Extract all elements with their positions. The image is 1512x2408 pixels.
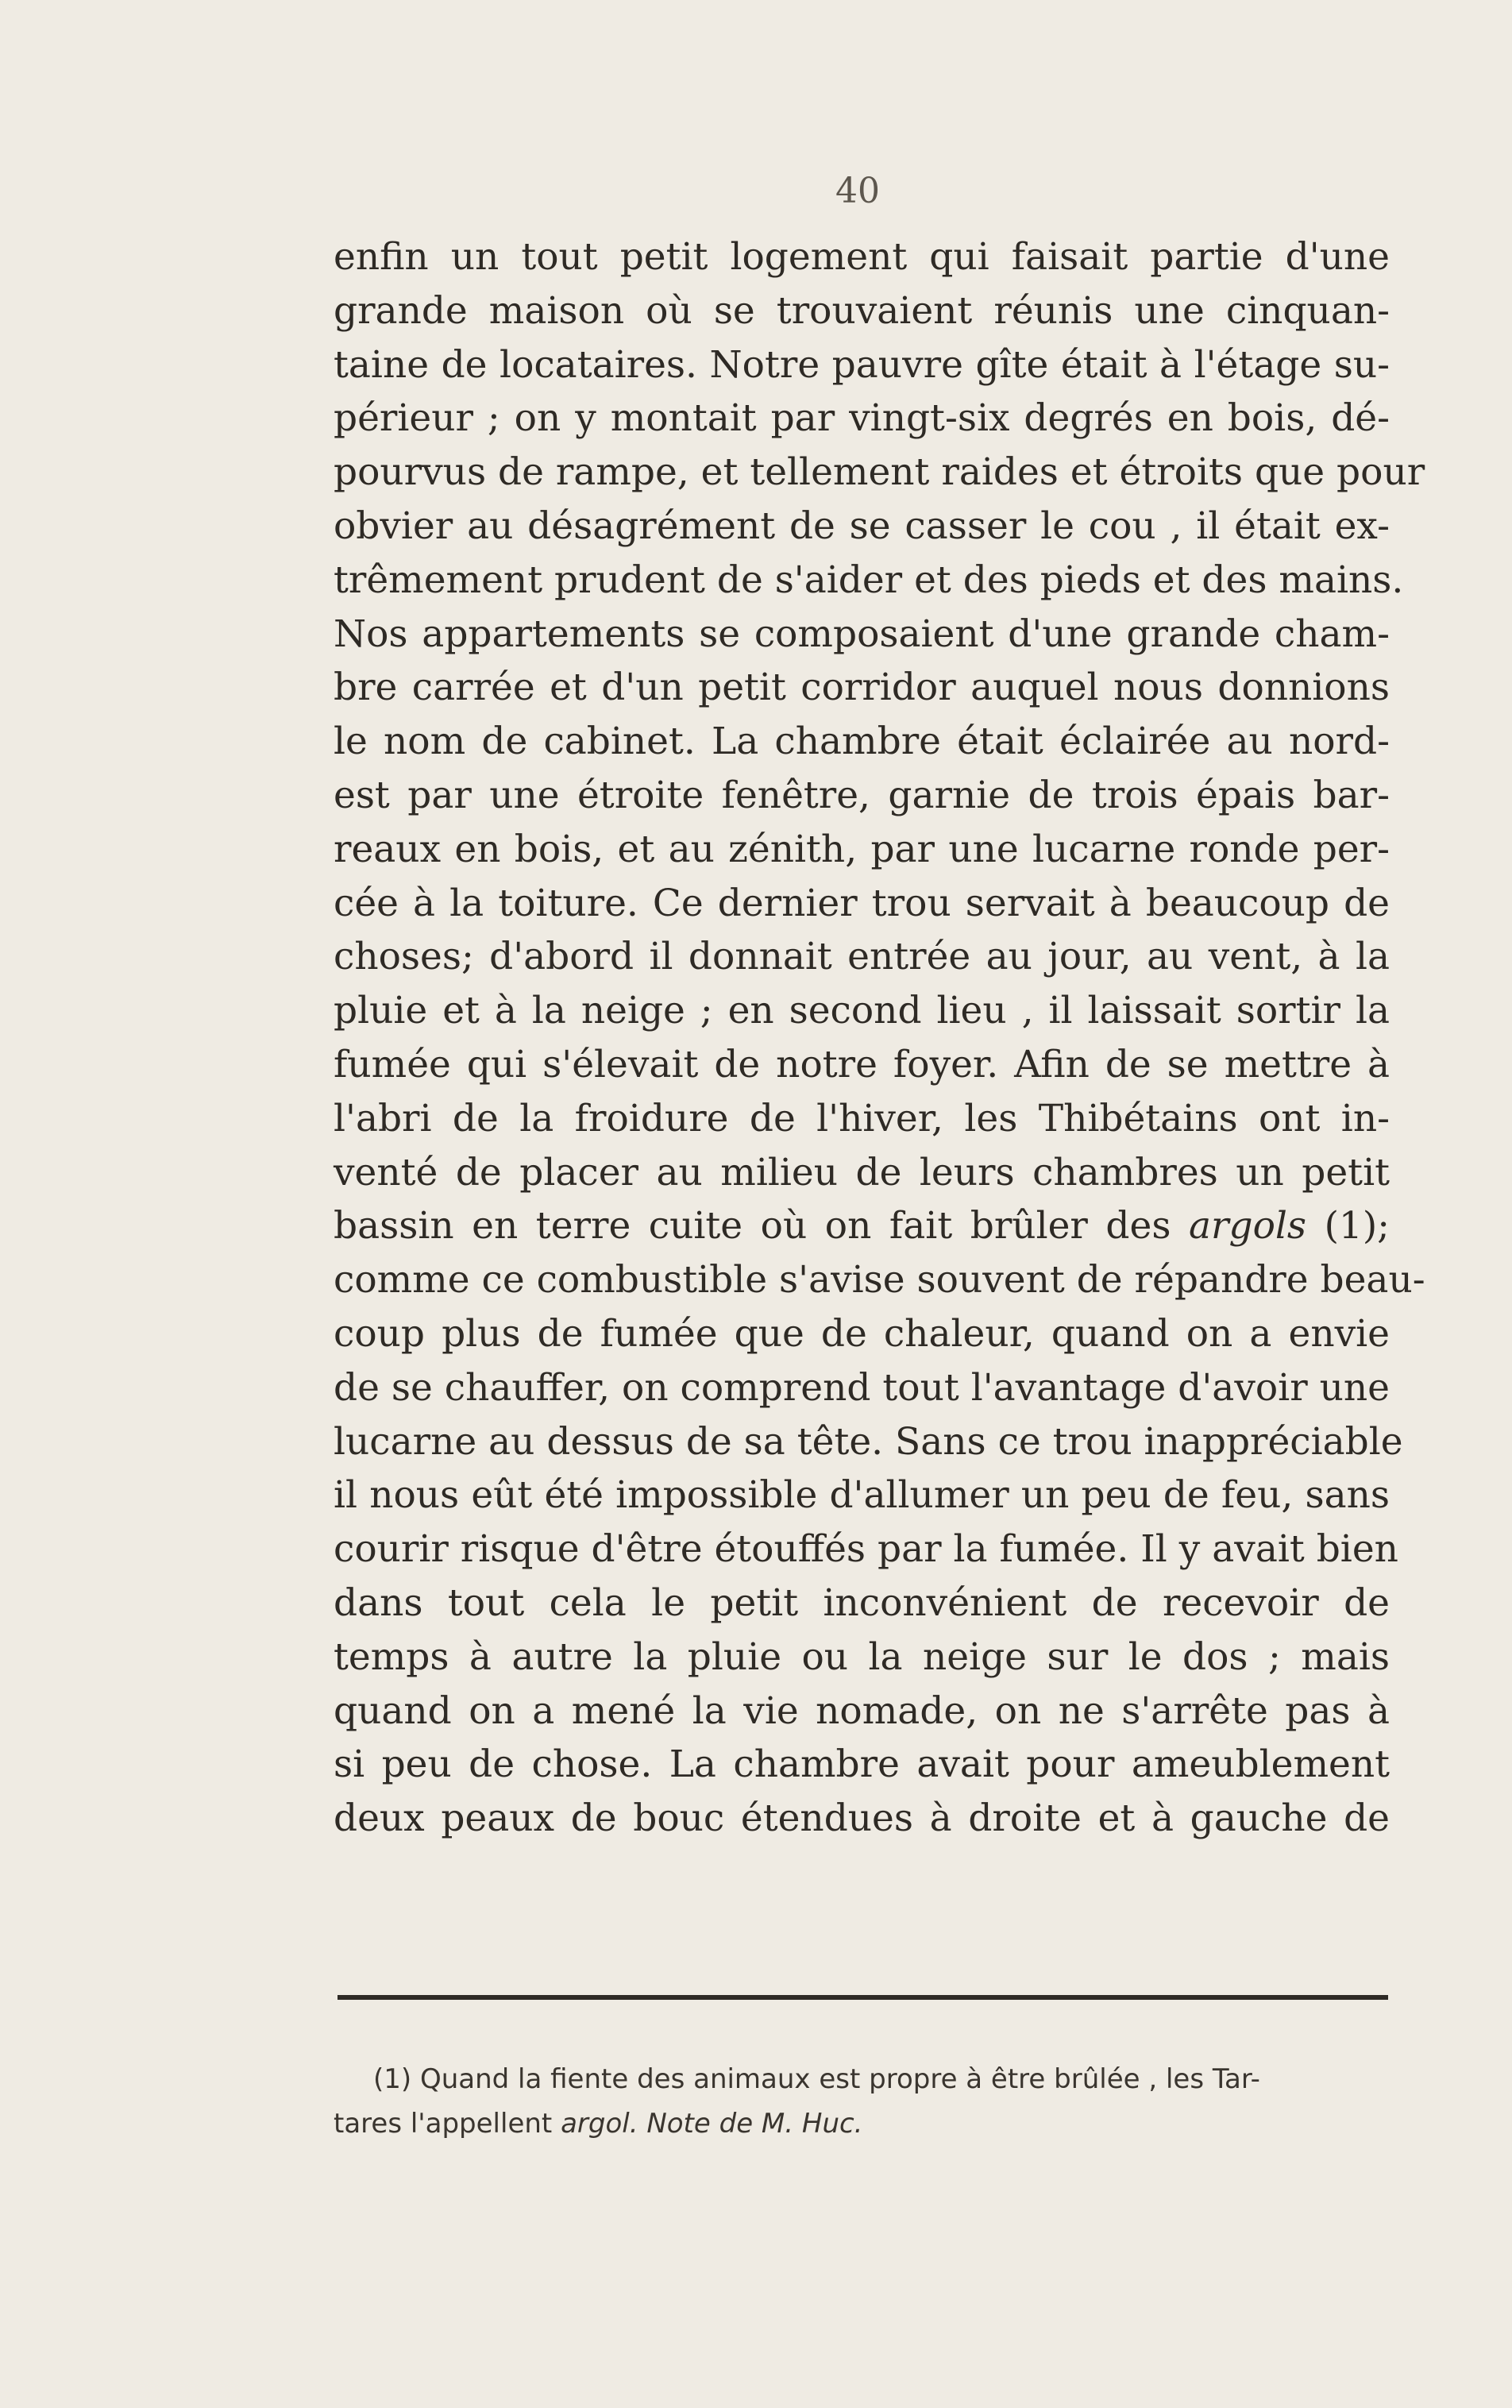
italic-term: argols bbox=[1189, 1204, 1307, 1248]
text-line: obvier au désagrément de se casser le cou , il était ex- bbox=[334, 504, 1390, 548]
footnote-line: (1) Quand la fiente des animaux est propre à être brûlée , les Tar- bbox=[373, 2063, 1260, 2095]
footnote-reference: (1); bbox=[1324, 1204, 1390, 1248]
text-segment: bassin en terre cuite où on fait brûler des bbox=[334, 1204, 1171, 1248]
text-line: comme ce combustible s'avise souvent de répandre beau- bbox=[334, 1258, 1425, 1302]
text-line: l'abri de la froidure de l'hiver, les Thibétains ont in- bbox=[334, 1096, 1390, 1140]
body-text bbox=[334, 230, 1425, 1846]
text-line: quand on a mené la vie nomade, on ne s'arrête pas à bbox=[334, 1688, 1390, 1733]
text-line: taine de locataires. Notre pauvre gîte était à l'étage su- bbox=[334, 342, 1390, 387]
text-line: cée à la toiture. Ce dernier trou servait à beaucoup de bbox=[334, 881, 1390, 925]
footnote-italic: argol. Note de M. Huc. bbox=[561, 2108, 863, 2140]
text-line: le nom de cabinet. La chambre était éclairée au nord- bbox=[334, 720, 1390, 764]
footnote-text: tares l'appellent bbox=[334, 2108, 553, 2140]
text-line: deux peaux de bouc étendues à droite et à gauche de bbox=[334, 1796, 1390, 1841]
text-line: il nous eût été impossible d'allumer un peu de feu, sans bbox=[334, 1473, 1390, 1518]
footnote-divider bbox=[338, 1995, 1388, 2000]
text-line: venté de placer au milieu de leurs chambres un petit bbox=[334, 1150, 1390, 1194]
footnote-line bbox=[334, 2101, 1390, 2146]
text-line: dans tout cela le petit inconvénient de recevoir de bbox=[334, 1580, 1390, 1625]
text-line: enfin un tout petit logement qui faisait partie d'une bbox=[334, 235, 1390, 279]
text-line: temps à autre la pluie ou la neige sur le dos ; mais bbox=[334, 1634, 1390, 1679]
text-line: fumée qui s'élevait de notre foyer. Afin de se mettre à bbox=[334, 1042, 1390, 1086]
text-line: bre carrée et d'un petit corridor auquel nous donnions bbox=[334, 666, 1390, 710]
text-line: pourvus de rampe, et tellement raides et étroits que pour bbox=[334, 450, 1425, 495]
text-line: Nos appartements se composaient d'une grande cham- bbox=[334, 612, 1390, 656]
footnote bbox=[334, 2057, 1390, 2146]
text-line: courir risque d'être étouffés par la fumée. Il y avait bien bbox=[334, 1527, 1398, 1572]
text-line: reaux en bois, et au zénith, par une lucarne ronde per- bbox=[334, 827, 1390, 871]
text-line: de se chauffer, on comprend tout l'avantage d'avoir une bbox=[334, 1365, 1390, 1410]
text-line: coup plus de fumée que de chaleur, quand on a envie bbox=[334, 1311, 1390, 1356]
text-line: périeur ; on y montait par vingt-six degrés en bois, dé- bbox=[334, 396, 1390, 441]
text-line: choses; d'abord il donnait entrée au jour, au vent, à la bbox=[334, 935, 1390, 979]
text-line: trêmement prudent de s'aider et des pieds et des mains. bbox=[334, 558, 1404, 602]
text-line-with-italic bbox=[334, 1199, 1390, 1253]
text-line: est par une étroite fenêtre, garnie de trois épais bar- bbox=[334, 773, 1390, 817]
page-number: 40 bbox=[835, 171, 880, 211]
text-line: pluie et à la neige ; en second lieu , il laissait sortir la bbox=[334, 989, 1390, 1033]
text-line: lucarne au dessus de sa tête. Sans ce trou inappréciable bbox=[334, 1419, 1403, 1464]
text-line: si peu de chose. La chambre avait pour ameublement bbox=[334, 1742, 1390, 1787]
text-line: grande maison où se trouvaient réunis une cinquan- bbox=[334, 288, 1390, 333]
